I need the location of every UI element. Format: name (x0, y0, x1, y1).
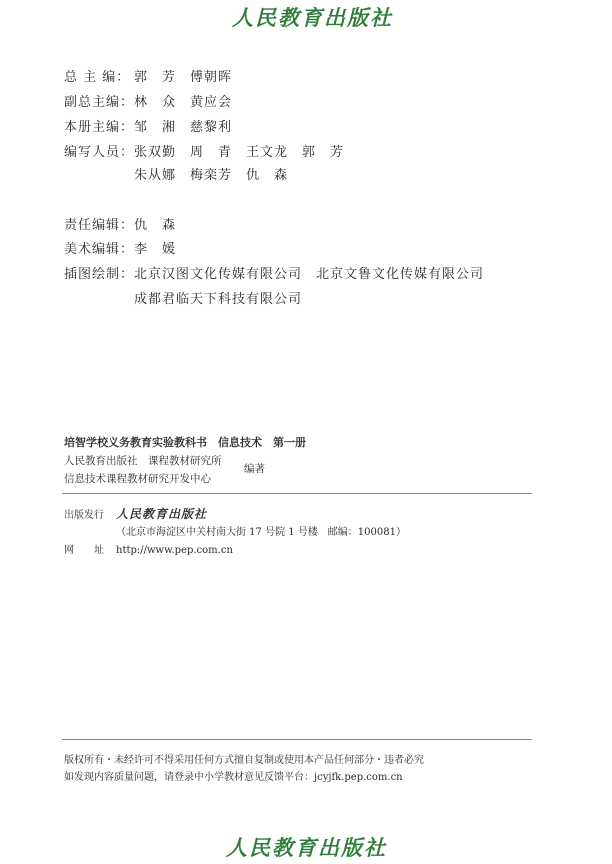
divider (62, 493, 532, 494)
credit-company: 北京汉图文化传媒有限公司 (134, 267, 303, 282)
credit-name: 慈黎利 (190, 120, 233, 135)
publisher-logo-small: 人民教育出版社 (116, 507, 208, 521)
compiled-by-label: 编著 (244, 463, 265, 475)
book-title: 培智学校义务教育实验教科书 信息技术 第一册 (64, 436, 306, 449)
feedback-notice: 如发现内容质量问题，请登录中小学教材意见反馈平台：jcyjfk.pep.com.cn (64, 772, 403, 783)
credit-art-editor (64, 238, 190, 257)
credit-illustration-line2 (134, 288, 302, 307)
publisher-logo-top: 人民教育出版社 (232, 5, 393, 30)
credit-writers (64, 141, 358, 160)
credit-name: 黄应会 (190, 95, 233, 110)
credit-name: 林 众 (134, 95, 177, 110)
credit-label: 插图绘制： (64, 267, 135, 282)
credit-name: 仇 森 (134, 218, 177, 233)
credit-chief-editor (64, 66, 246, 85)
credit-name: 张双勤 (134, 145, 177, 160)
credit-label: 副总主编： (64, 95, 135, 110)
credit-writers-line2 (134, 164, 302, 183)
credit-label: 美术编辑： (64, 242, 135, 257)
publisher-line: 人民教育出版社 课程教材研究所 (64, 455, 222, 467)
website-row (64, 541, 233, 556)
website-label: 网 址 (64, 545, 104, 556)
divider (62, 739, 532, 740)
website-link[interactable]: http://www.pep.com.cn (116, 545, 233, 556)
credit-responsible-editor (64, 214, 190, 233)
credit-name: 王文龙 (246, 145, 289, 160)
publication-row (64, 505, 207, 522)
credit-illustration (64, 263, 498, 282)
credit-name: 郭 芳 (134, 70, 177, 85)
credit-name: 邹 湘 (134, 120, 177, 135)
publisher-logo-bottom: 人民教育出版社 (226, 835, 387, 860)
credit-company: 北京文鲁文化传媒有限公司 (316, 267, 485, 282)
credit-label: 本册主编： (64, 120, 135, 135)
credit-label: 编写人员： (64, 145, 135, 160)
publisher-address: （北京市海淀区中关村南大街 17 号院 1 号楼 邮编：100081） (116, 527, 406, 538)
credit-label: 责任编辑： (64, 218, 135, 233)
copyright-notice: 版权所有・未经许可不得采用任何方式擅自复制或使用本产品任何部分・违者必究 (64, 755, 424, 766)
credit-name: 周 青 (190, 145, 233, 160)
credit-name: 郭 芳 (302, 145, 345, 160)
publisher-line: 信息技术课程教材研究开发中心 (64, 473, 211, 485)
credit-name: 傅朝晖 (190, 70, 233, 85)
credit-name: 仇 森 (246, 168, 289, 183)
credit-label: 总 主 编： (64, 70, 131, 85)
credit-deputy-chief-editor (64, 91, 246, 110)
credit-company: 成都君临天下科技有限公司 (134, 292, 303, 307)
credit-name: 李 媛 (134, 242, 177, 257)
credit-name: 朱从娜 (134, 168, 177, 183)
credit-name: 梅栾芳 (190, 168, 233, 183)
publication-label: 出版发行 (64, 510, 104, 521)
credit-volume-editor (64, 116, 246, 135)
